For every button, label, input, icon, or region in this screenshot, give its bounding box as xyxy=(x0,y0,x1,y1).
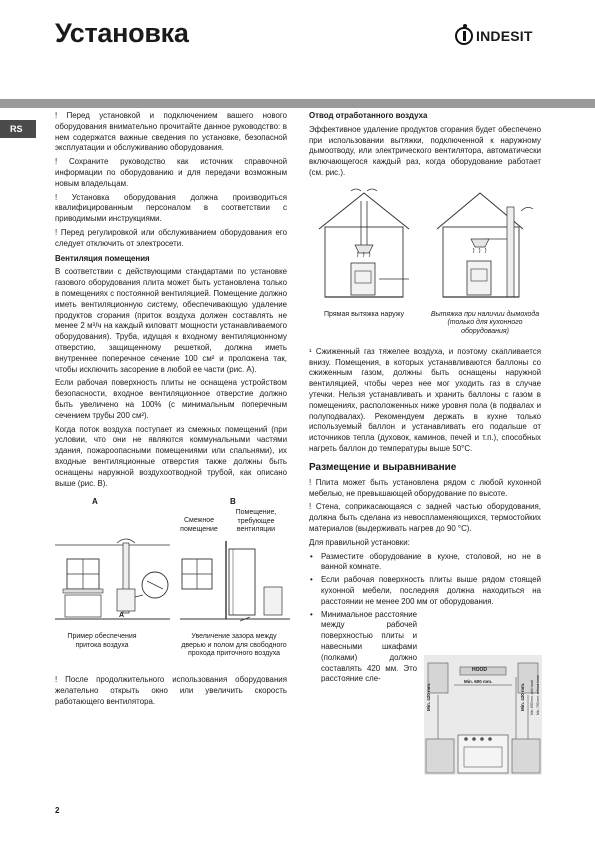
bullet-3: • Минимальное расстояние между рабочей поверхностью плиты и навесными шкафами (полками) должно составлять 420 мм. Это расстояние сле- xyxy=(309,610,417,686)
page-title: Установка xyxy=(55,18,189,48)
ventilated-room-label: Помещение, требующее вентиляции xyxy=(235,509,277,534)
adjacent-room-label: Смежное помещение xyxy=(180,517,218,533)
correct-install-label: Для правильной установки: xyxy=(309,537,410,547)
ventilation-paragraph-3: Когда поток воздуха поступает из смежных помещений (при условии, что они не являются коммунальными частями здания, пожароопасными помещениями или спальнями), их входные вентиляционные отверстия также должны быть оснащены наружной воздухоотводной трубой, как описано выше (рис. В). xyxy=(55,424,287,488)
language-tab: RS xyxy=(0,120,36,138)
bullet-2: • Если рабочая поверхность плиты выше рядом стоящей кухонной мебели, последняя должна находиться на расстоянии не менее 200 мм от оборудования. xyxy=(309,575,541,607)
figure-a-callout: A xyxy=(119,612,125,620)
indesit-logo-icon xyxy=(455,27,473,45)
brand-logo xyxy=(455,27,533,45)
header-rule xyxy=(0,99,595,108)
min-420-right-label: Min. 420 mm. xyxy=(520,682,525,711)
chimney-exhaust-caption: Вытяжка при наличии дымохода (только для кухонного оборудования) xyxy=(430,310,540,335)
warning-1: ! Перед установкой и подключением вашего нового оборудования внимательно прочитайте данное руководство: в нем содержатся важные сведения по установке, безопасной эксплуатации и обслуживанию оборудования. xyxy=(55,111,287,153)
exhaust-paragraph: Эффективное удаление продуктов сгорания будет обеспечено при использовании вытяжки, подключенной к наружному дымоотводу, или электрического вентилятора, автоматически включающегося каждый раз, когда оборудование работает (см. рис.). xyxy=(309,124,541,177)
exhaust-heading: Отвод отработанного воздуха xyxy=(309,111,428,120)
placement-warning-1: ! Плита может быть установлена рядом с любой кухонной мебелью, не превышающей оборудование по высоте. xyxy=(309,477,541,498)
warning-3: ! Установка оборудования должна производиться квалифицированным персоналом в соответствии с приводимыми инструкциями. xyxy=(55,192,287,224)
liquefied-gas-note: ¹ Сжиженный газ тяжелее воздуха, и поэтому скапливается внизу. Помещения, в которых устанавливаются баллоны со сжиженным газом, должны быть оснащены наружной вентиляцией, чтобы через нее мог уходить газ в случае утечки. Нельзя устанавливать и хранить баллоны с газом в помещениях, расположенных ниже уровня пола (в подвалах и полуподвалах). Рекомендуем держать в кухне только используемый баллон и устанавливать его подальше от источников тепла (духовок, каминов, печей и т.п.), способных нагреть баллон до температуры выше 50°С. xyxy=(309,346,541,453)
left-column xyxy=(55,111,287,711)
min-700-label: Min. 700 mm. without hood xyxy=(536,675,540,715)
clearance-drawing xyxy=(424,655,542,775)
exhaust-figures xyxy=(309,187,541,347)
ventilation-heading: Вентиляция помещения xyxy=(55,253,150,263)
placement-warning-2: ! Стена, соприкасающаяся с задней частью оборудования, должна быть сделана из невоспламеняющихся, термостойких материалов (выдерживать нагрев до 90 °C). xyxy=(309,502,541,533)
figure-a-illustration xyxy=(55,537,170,627)
min-650-label: Min. 650 mm. with hood xyxy=(530,680,534,715)
page-number: 2 xyxy=(55,806,60,815)
ventilation-paragraph-2: Если рабочая поверхность плиты не оснащена устройством безопасности, входное вентиляционное отверстие должно быть увеличено на 100% (с минимальным поперечным сечением трубы 200 см²). xyxy=(55,378,287,420)
min-600-label: Min. 600 mm. xyxy=(464,679,493,684)
figure-b-illustration xyxy=(180,537,290,627)
brand-name: INDESIT xyxy=(476,28,533,44)
hood-label: HOOD xyxy=(472,667,487,673)
warning-4: ! Перед регулировкой или обслуживанием оборудования его следует отключить от электросети. xyxy=(55,227,287,248)
final-warning: ! После продолжительного использования оборудования желательно открыть окно или увеличить скорость работающего вентилятора. xyxy=(55,675,287,706)
figure-a-letter: A xyxy=(92,497,98,507)
figure-b-caption: Увеличение зазора между дверью и полом для свободного прохода приточного воздуха xyxy=(181,633,287,658)
chimney-exhaust-illustration xyxy=(425,187,545,307)
right-column xyxy=(309,111,541,687)
figure-b-letter: B xyxy=(230,497,236,507)
warning-2: ! Сохраните руководство как источник справочной информации по оборудованию и для передачи возможным новым владельцам. xyxy=(55,157,287,188)
figure-a-caption: Пример обеспечения притока воздуха xyxy=(67,633,137,649)
ventilation-paragraph-1: В соответствии с действующими стандартами по установке газового оборудования плита может быть установлена только в помещениях с постоянной вентиляцией. Помещение должно иметь вентиляционную систему, обеспечивающую удаление продуктов сгорания (приток воздуха должен составлять не менее 2 м³/ч на каждый киловатт мощности устанавливаемого оборудования). Труба, идущая к входному вентиляционному отверстию, защищенному решеткой, должна иметь внутреннее поперечное сечение 100 см² и проложена так, чтобы исключить засорение в любой ее части (рис. А). xyxy=(55,267,287,374)
min-420-left-label: Min. 420 mm. xyxy=(426,682,431,711)
figures-a-b xyxy=(55,497,287,697)
bullet-1: • Разместите оборудование в кухне, столовой, но не в ванной комнате. xyxy=(309,552,541,574)
direct-exhaust-caption: Прямая вытяжка наружу xyxy=(324,310,404,318)
placement-heading: Размещение и выравнивание xyxy=(309,461,457,473)
clearance-diagram xyxy=(424,655,542,775)
direct-exhaust-illustration xyxy=(309,187,419,307)
